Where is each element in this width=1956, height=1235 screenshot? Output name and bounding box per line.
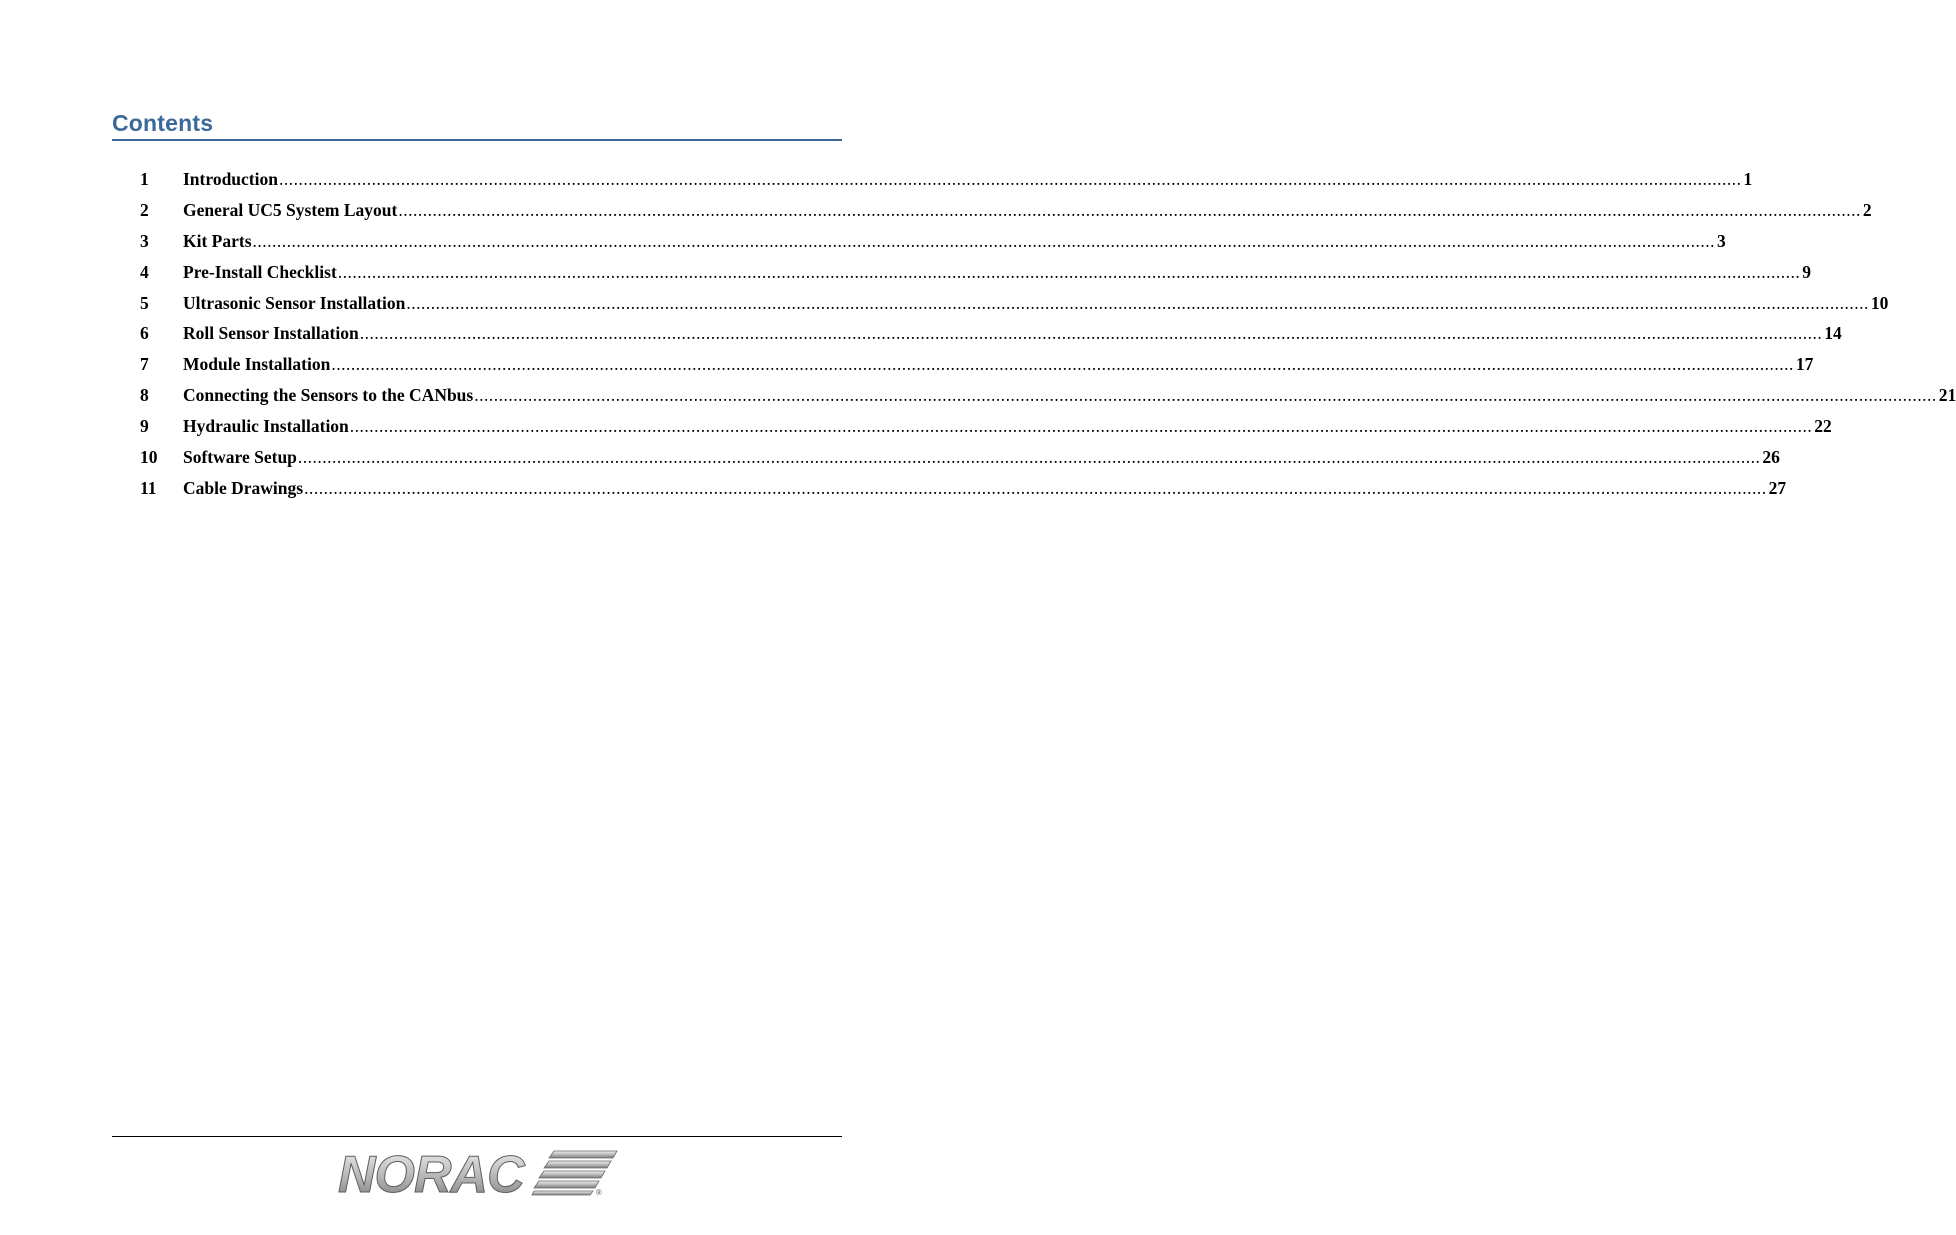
toc-entry-page: 26 bbox=[1762, 447, 1780, 468]
toc-entry-page: 10 bbox=[1870, 292, 1889, 313]
toc-entry-number: 8 bbox=[140, 385, 149, 406]
table-of-contents bbox=[140, 169, 1956, 509]
toc-entry[interactable] bbox=[140, 416, 1832, 447]
toc-entry-page: 2 bbox=[1862, 199, 1872, 220]
toc-entry[interactable] bbox=[140, 477, 1787, 509]
toc-entry-title: Introduction bbox=[183, 169, 278, 189]
toc-entry-number: 1 bbox=[140, 169, 149, 189]
toc-entry[interactable] bbox=[140, 354, 1814, 385]
toc-dot-leader: ............................................................................................................................................................................................................................................................................................................ bbox=[331, 354, 1794, 375]
toc-entry-page: 14 bbox=[1824, 323, 1842, 344]
toc-dot-leader: ............................................................................................................................................................................................................................................................................................................ bbox=[304, 477, 1767, 498]
toc-entry-title: Module Installation bbox=[183, 354, 331, 375]
toc-entry-title: Ultrasonic Sensor Installation bbox=[183, 292, 406, 313]
toc-entry[interactable] bbox=[140, 323, 1842, 354]
toc-entry[interactable] bbox=[140, 230, 1726, 262]
toc-entry-number: 11 bbox=[140, 477, 157, 498]
toc-dot-leader: ............................................................................................................................................................................................................................................................................................................ bbox=[474, 385, 1937, 406]
toc-dot-leader: ............................................................................................................................................................................................................................................................................................................ bbox=[337, 261, 1801, 282]
toc-dot-leader: ............................................................................................................................................................................................................................................................................................................ bbox=[297, 447, 1761, 468]
toc-dot-leader: ............................................................................................................................................................................................................................................................................................................ bbox=[398, 199, 1861, 220]
toc-entry-title: Roll Sensor Installation bbox=[183, 323, 359, 344]
norac-logo bbox=[336, 1146, 620, 1204]
toc-entry-number: 4 bbox=[140, 261, 149, 282]
logo-stripes-icon bbox=[532, 1151, 617, 1195]
toc-entry-title: Cable Drawings bbox=[183, 477, 304, 498]
toc-entry-number: 9 bbox=[140, 416, 149, 437]
toc-entry-title: Hydraulic Installation bbox=[183, 416, 349, 437]
toc-entry-number: 7 bbox=[140, 354, 149, 375]
toc-entry[interactable] bbox=[140, 199, 1872, 231]
footer-rule bbox=[112, 1136, 842, 1137]
title-underline bbox=[112, 139, 842, 141]
toc-entry-number: 3 bbox=[140, 230, 149, 251]
toc-entry-number: 5 bbox=[140, 292, 149, 313]
toc-dot-leader: ............................................................................................................................................................................................................................................................................................................ bbox=[406, 292, 1869, 313]
toc-entry[interactable] bbox=[140, 169, 1753, 200]
registered-mark-icon: ® bbox=[596, 1188, 602, 1197]
toc-entry-title: Pre-Install Checklist bbox=[183, 261, 337, 282]
toc-entry-page: 1 bbox=[1743, 169, 1753, 189]
toc-entry-page: 27 bbox=[1768, 477, 1787, 498]
toc-entry-page: 21 bbox=[1938, 385, 1956, 406]
logo-wordmark: NORAC bbox=[338, 1146, 524, 1204]
toc-entry-title: Connecting the Sensors to the CANbus bbox=[183, 385, 474, 406]
toc-dot-leader: ............................................................................................................................................................................................................................................................................................................ bbox=[359, 323, 1823, 344]
toc-entry-page: 22 bbox=[1814, 416, 1832, 437]
page-title: Contents bbox=[112, 110, 214, 136]
toc-entry-page: 17 bbox=[1795, 354, 1814, 375]
toc-entry-title: General UC5 System Layout bbox=[183, 199, 398, 220]
toc-entry-number: 2 bbox=[140, 199, 149, 220]
toc-entry-number: 10 bbox=[140, 447, 158, 468]
toc-dot-leader: ............................................................................................................................................................................................................................................................................................................ bbox=[349, 416, 1813, 437]
toc-entry-page: 3 bbox=[1717, 230, 1726, 251]
toc-dot-leader: ............................................................................................................................................................................................................................................................................................................ bbox=[278, 169, 1742, 189]
toc-entry[interactable] bbox=[140, 261, 1812, 293]
toc-entry-title: Kit Parts bbox=[183, 230, 252, 251]
toc-entry-page: 9 bbox=[1802, 261, 1812, 282]
toc-entry-title: Software Setup bbox=[183, 447, 297, 468]
toc-entry-number: 6 bbox=[140, 323, 149, 344]
toc-entry[interactable] bbox=[140, 385, 1956, 416]
toc-entry[interactable] bbox=[140, 447, 1780, 478]
toc-dot-leader: ............................................................................................................................................................................................................................................................................................................ bbox=[252, 230, 1716, 251]
toc-entry[interactable] bbox=[140, 292, 1889, 324]
